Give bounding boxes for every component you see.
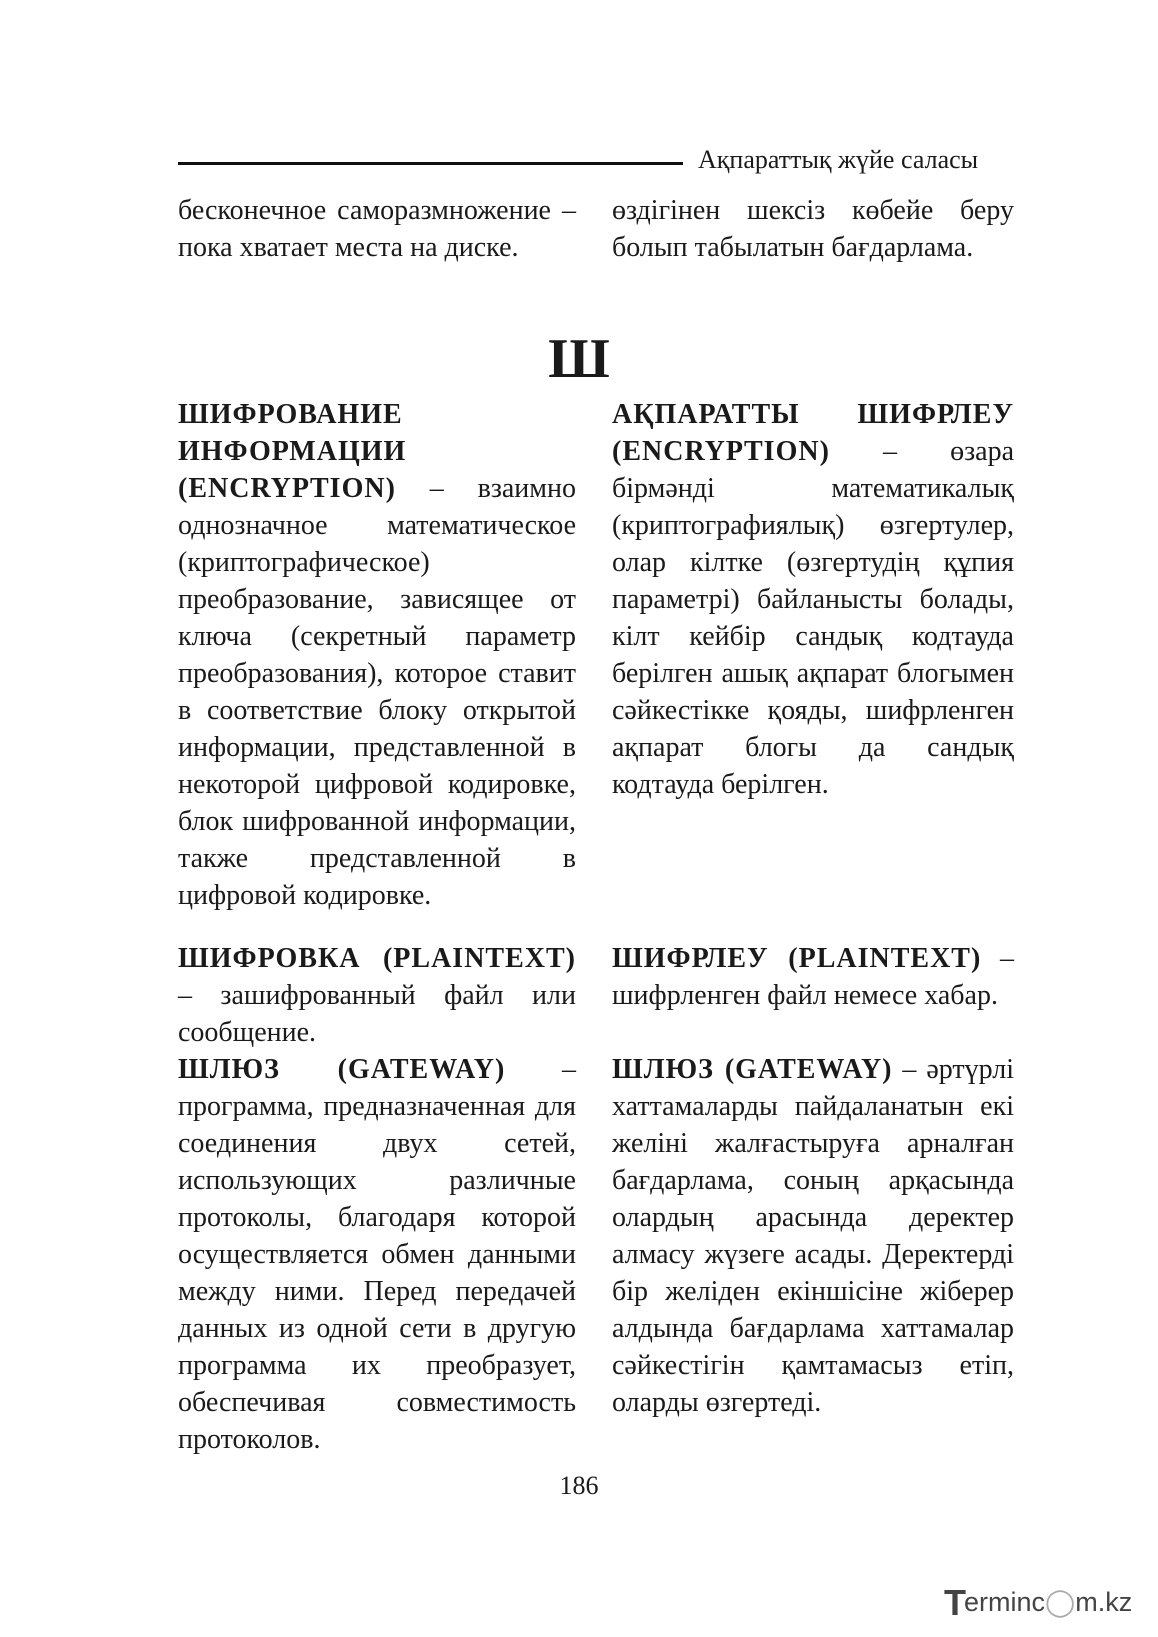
entry-kz-encryption <box>612 396 1014 803</box>
entry-ru-plaintext <box>178 940 576 1051</box>
entry-term: ШЛЮЗ (GATEWAY) <box>178 1054 506 1085</box>
entry-kz-gateway <box>612 1051 1014 1421</box>
intro-ru <box>178 192 576 266</box>
entry-ru-gateway <box>178 1051 576 1458</box>
entry-term: АҚПАРАТТЫ ШИФРЛЕУ (ENCRYPTION) <box>612 399 1014 467</box>
intro-kz <box>612 192 1014 266</box>
watermark-part: c <box>1031 1587 1046 1617</box>
entry-term: ШИФРОВКА (PLAINTEXT) <box>178 943 576 974</box>
entry-term: ШЛЮЗ (GATEWAY) <box>612 1054 893 1085</box>
header-rule <box>178 162 683 165</box>
magnifier-icon: ◯ <box>1045 1587 1076 1617</box>
running-header: Ақпараттық жүйе саласы <box>698 145 979 174</box>
intro-kz-text: өздігінен шексіз көбейе беру болып табылатын бағдарлама. <box>612 195 1014 263</box>
page-number: 186 <box>559 1471 599 1500</box>
entry-definition: – взаимно однозначное математическое (криптографическое) преобразование, зависящее от ключа (секретный параметр преобразования), которое ставит в соответствие блоку открытой информации, представленной в некоторой цифровой кодировке, блок шифрованной информации, также представленной в цифровой кодировке. <box>178 473 576 911</box>
intro-ru-text: бесконечное саморазмножение – пока хватает места на диске. <box>178 195 576 263</box>
entry-kz-plaintext <box>612 940 1014 1014</box>
entry-definition: – программа, предназначенная для соединения двух сетей, использующих различные протоколы, благодаря которой осуществляется обмен данными между ними. Перед передачей данных из одной сети в другую программа их преобразует, обеспечивая совместимость протоколов. <box>178 1054 577 1455</box>
watermark-part: m.kz <box>1075 1587 1133 1617</box>
section-letter: Ш <box>548 328 610 390</box>
entry-ru-encryption <box>178 396 576 914</box>
entry-definition: – әртүрлі хаттамаларды пайдаланатын екі желіні жалғастыруға арналған бағдарлама, соның арқасында олардың арасында деректер алмасу жүзеге асады. Деректерді бір желіден екіншісіне жіберер алдында бағдарлама хаттамалар сәйкестігін қамтамасыз етіп, оларды өзгертеді. <box>612 1054 1014 1418</box>
entry-term: ШИФРЛЕУ (PLAINTEXT) <box>612 943 982 974</box>
entry-definition: – өзара бірмәнді математикалық (криптографиялық) өзгертулер, олар кілтке (өзгертудің құпия параметрі) байланысты болады, кілт кейбір сандық кодтауда берілген ашық ақпарат блогымен сәйкестікке қояды, шифрленген ақпарат блогы да сандық кодтауда берілген. <box>612 436 1014 800</box>
entry-definition: – шифрленген файл немесе хабар. <box>612 943 1014 1011</box>
watermark-logo <box>944 1582 1144 1622</box>
watermark-t: T <box>944 1582 966 1623</box>
entry-term: ШИФРОВАНИЕ ИНФОРМАЦИИ (ENCRYPTION) <box>178 399 407 504</box>
watermark-part: ermin <box>964 1587 1032 1617</box>
entry-definition: – зашифрованный файл или сообщение. <box>178 980 576 1048</box>
